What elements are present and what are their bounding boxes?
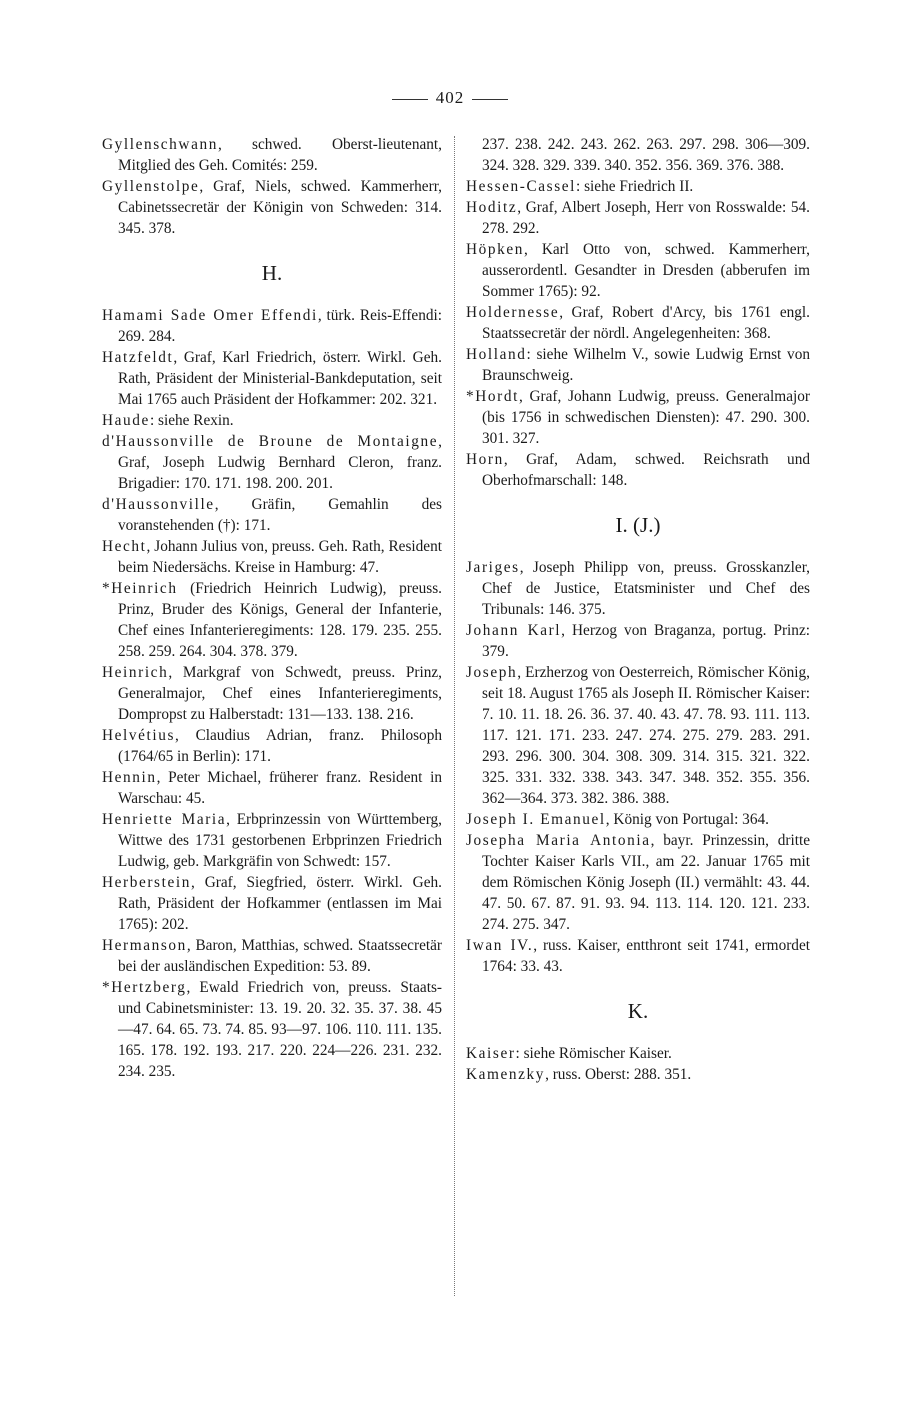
entries-k [466, 1043, 810, 1085]
entry-details: (Friedrich Heinrich Ludwig), preuss. Prinz, Bruder des Königs, General der Infanterie, Chef eines Infanterieregiments: 128. 179. 235. 255. 258. 259. 264. 304. 378. 379. [118, 580, 442, 660]
entry-name: Joseph [466, 664, 518, 681]
entry-details: , Joseph Philipp von, preuss. Grosskanzler, Chef de Justice, Etatsminister und Chef des Tribunals: 146. 375. [482, 559, 810, 618]
entry-name: *Heinrich [102, 580, 178, 597]
entry-name: Hennin [102, 769, 157, 786]
index-entry [102, 809, 442, 872]
section-heading-h: H. [261, 261, 283, 285]
entry-details: , Graf, Siegfried, österr. Wirkl. Geh. Rath, Präsident der Hofkammer (entlassen im Mai 1765): 202. [118, 874, 442, 933]
index-entry [102, 536, 442, 578]
entry-name: Horn [466, 451, 504, 468]
section-heading-k: K. [627, 999, 649, 1023]
entry-details: , Graf, Robert d'Arcy, bis 1761 engl. Staatssecretär der nördl. Angelegenheiten: 368. [482, 304, 810, 342]
left-column [102, 134, 442, 1082]
entry-name: Heinrich [102, 664, 169, 681]
index-entry [102, 134, 442, 176]
entry-name: d'Haussonville [102, 496, 215, 513]
entry-details: , türk. Reis-Effendi: 269. 284. [118, 307, 443, 345]
entry-details: : siehe Rexin. [149, 412, 234, 429]
index-entry [466, 1043, 810, 1064]
right-column [466, 134, 810, 1085]
entry-name: Josepha Maria Antonia [466, 832, 651, 849]
entry-name: *Hertzberg [102, 979, 187, 996]
entry-details: , Ewald Friedrich von, preuss. Staats- und Cabinetsminister: 13. 19. 20. 32. 35. 37. 38. 45—47. 64. 65. 73. 74. 85. 93—97. 106. 110. 111. 135. 165. 178. 192. 193. 217. 220. 224—226. 231. 232. 234. 235. [118, 979, 442, 1080]
entry-details: , Johann Julius von, preuss. Geh. Rath, Resident beim Niedersächs. Kreise in Hamburg: 47. [118, 538, 442, 576]
entry-details: , Graf, Adam, schwed. Reichsrath und Oberhofmarschall: 148. [482, 451, 810, 489]
entry-details: , schwed. Oberst-lieutenant, Mitglied des Geh. Comités: 259. [118, 136, 442, 174]
entry-name: d'Haussonville de Broune de Montaigne [102, 433, 439, 450]
entry-details: , Herzog von Braganza, portug. Prinz: 379. [482, 622, 810, 660]
entry-name: Helvétius [102, 727, 176, 744]
index-entry [102, 176, 442, 239]
entry-name: Joseph I. Emanuel [466, 811, 606, 828]
entry-name: Haude [102, 412, 150, 429]
index-entry [102, 767, 442, 809]
index-entry [102, 725, 442, 767]
entry-details: , Markgraf von Schwedt, preuss. Prinz, Generalmajor, Chef eines Infanterieregiments, Dompropst zu Halberstadt: 131—133. 138. 216. [118, 664, 442, 723]
entry-details: , Graf, Joseph Ludwig Bernhard Cleron, franz. Brigadier: 170. 171. 198. 200. 201. [118, 433, 442, 492]
index-entry [102, 935, 442, 977]
entry-details: , Erbprinzessin von Württemberg, Wittwe des 1731 gestorbenen Erbprinzen Friedrich Ludwig, geb. Markgräfin von Schwedt: 157. [118, 811, 442, 870]
entry-name: Hoditz [466, 199, 518, 216]
index-entry [466, 935, 810, 977]
entry-details: , Graf, Niels, schwed. Kammerherr, Cabinetssecretär der Königin von Schweden: 314. 345. 378. [118, 178, 442, 237]
entry-name: Hermanson [102, 937, 187, 954]
index-entry [102, 410, 442, 431]
entry-name: Hessen-Cassel [466, 178, 577, 195]
index-entry [466, 809, 810, 830]
entry-name: Kamenzky [466, 1066, 546, 1083]
entry-details: , Karl Otto von, schwed. Kammerherr, ausserordentl. Gesandter in Dresden (abberufen im Sommer 1765): 92. [482, 241, 810, 300]
index-entry [466, 662, 810, 809]
index-entry [466, 1064, 810, 1085]
entry-name: Iwan IV. [466, 937, 534, 954]
entry-name: Holdernesse [466, 304, 560, 321]
index-entry [102, 305, 442, 347]
entry-name: Jariges [466, 559, 520, 576]
entry-name: Henriette Maria [102, 811, 227, 828]
index-entry [466, 302, 810, 344]
index-entry [102, 662, 442, 725]
index-entry [466, 386, 810, 449]
entries-g [102, 134, 442, 239]
entry-details: , Erzherzog von Oesterreich, Römischer König, seit 18. August 1765 als Joseph II. Römischer Kaiser: 7. 10. 11. 18. 26. 36. 37. 40. 43. 47. 78. 93. 111. 113. 117. 121. 171. 233. 247. 274. 275. 279. 283. 291. 293. 296. 300. 304. 308. 309. 314. 315. 321. 322. 325. 331. 332. 338. 343. 347. 348. 352. 355. 356. 362—364. 373. 382. 386. 388. [482, 664, 810, 807]
index-entry [466, 197, 810, 239]
index-entry [466, 830, 810, 935]
index-entry [466, 344, 810, 386]
entry-details: : siehe Wilhelm V., sowie Ludwig Ernst von Braunschweig. [482, 346, 810, 384]
entry-name: Herberstein [102, 874, 191, 891]
index-entry [102, 431, 442, 494]
entry-details: : siehe Römischer Kaiser. [515, 1045, 672, 1062]
entry-details: , Graf, Albert Joseph, Herr von Rosswalde: 54. 278. 292. [482, 199, 810, 237]
entry-details: : siehe Friedrich II. [576, 178, 694, 195]
entries-h-cont [466, 176, 810, 491]
entry-details: , Peter Michael, früherer franz. Resident in Warschau: 45. [118, 769, 442, 807]
header-rule-left [392, 99, 428, 100]
header-rule-right [472, 99, 508, 100]
entry-name: Johann Karl [466, 622, 562, 639]
entry-details: , bayr. Prinzessin, dritte Tochter Kaiser Karls VII., am 22. Januar 1765 mit dem Römischen König Joseph (II.) vermählt: 43. 44. 47. 50. 67. 87. 91. 93. 94. 113. 114. 120. 121. 233. 274. 275. 347. [482, 832, 810, 933]
entry-name: Hatzfeldt [102, 349, 174, 366]
index-entry [466, 620, 810, 662]
entry-details: , russ. Kaiser, entthront seit 1741, ermordet 1764: 33. 43. [482, 937, 810, 975]
continuation-entry: 237. 238. 242. 243. 262. 263. 297. 298. 306—309. 324. 328. 329. 339. 340. 352. 356. 369. 376. 388. [482, 136, 810, 174]
entry-name: Gyllenstolpe [102, 178, 200, 195]
entry-name: Höpken [466, 241, 525, 258]
entry-name: *Hordt [466, 388, 519, 405]
section-heading-i: I. (J.) [615, 513, 661, 537]
index-entry [466, 557, 810, 620]
entry-name: Gyllenschwann [102, 136, 218, 153]
index-entry [466, 176, 810, 197]
entry-details: , König von Portugal: 364. [605, 811, 769, 828]
index-entry [102, 347, 442, 410]
entry-details: , Graf, Johann Ludwig, preuss. Generalmajor (bis 1756 in schwedischen Diensten): 47. 290. 300. 301. 327. [482, 388, 810, 447]
index-entry [102, 494, 442, 536]
page-header [0, 88, 900, 108]
index-entry [102, 872, 442, 935]
page-number: 402 [435, 88, 465, 107]
entries-i [466, 557, 810, 977]
entry-name: Holland [466, 346, 527, 363]
entry-details: , Claudius Adrian, franz. Philosoph (1764/65 in Berlin): 171. [118, 727, 442, 765]
entries-h [102, 305, 442, 1082]
index-entry [102, 977, 442, 1082]
entry-details: , Baron, Matthias, schwed. Staatssecretär bei der ausländischen Expedition: 53. 89. [118, 937, 442, 975]
entry-details: , Gräfin, Gemahlin des voranstehenden (†): 171. [118, 496, 442, 534]
index-entry [466, 239, 810, 302]
entry-name: Kaiser [466, 1045, 516, 1062]
entry-name: Hecht [102, 538, 147, 555]
entry-name: Hamami Sade Omer Effendi [102, 307, 318, 324]
entry-details: , russ. Oberst: 288. 351. [545, 1066, 692, 1083]
entry-details: , Graf, Karl Friedrich, österr. Wirkl. Geh. Rath, Präsident der Ministerial-Bankdeputation, seit Mai 1765 auch Präsident der Hofkammer: 202. 321. [118, 349, 442, 408]
index-entry [102, 578, 442, 662]
column-divider [454, 136, 455, 1296]
index-entry [466, 449, 810, 491]
